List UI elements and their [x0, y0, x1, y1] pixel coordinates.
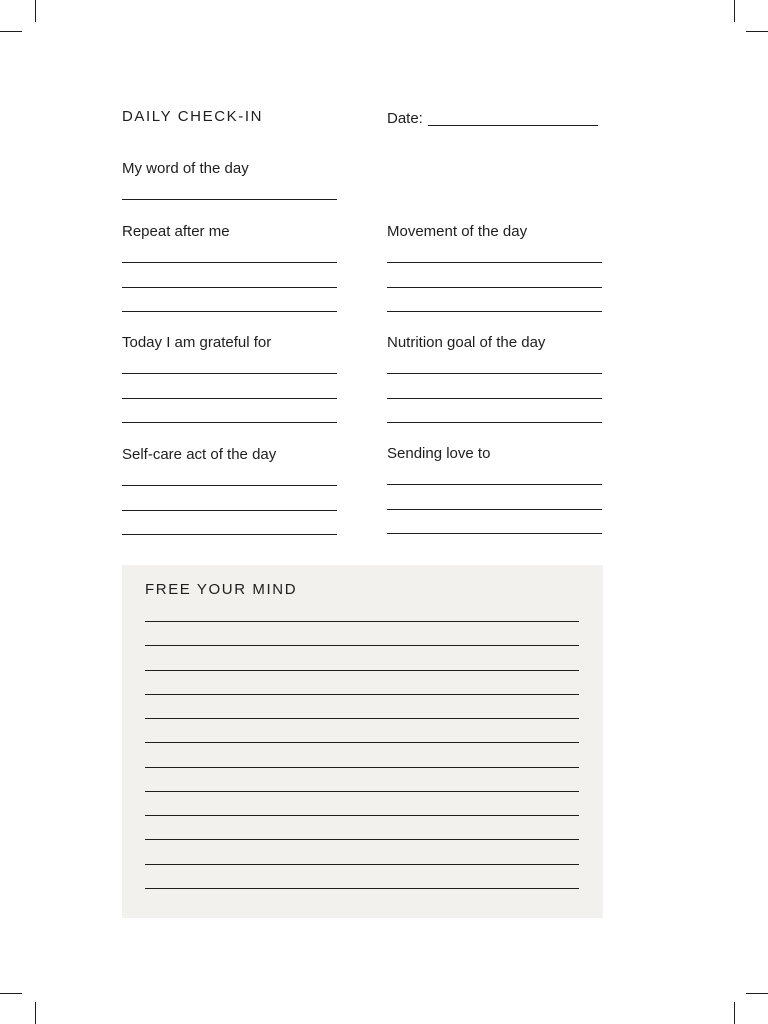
free-your-mind-title: FREE YOUR MIND: [145, 581, 298, 598]
section-movement: [387, 223, 602, 312]
section-label: Self-care act of the day: [122, 446, 277, 463]
section-self-care: [122, 446, 337, 535]
writing-line[interactable]: [387, 374, 602, 399]
free-your-mind-box: [122, 565, 603, 918]
crop-mark-bottom-left-vertical: [35, 1002, 36, 1024]
writing-line[interactable]: [387, 263, 602, 288]
section-label: Repeat after me: [122, 223, 230, 240]
section-word-of-day: [122, 160, 337, 200]
writing-line[interactable]: [387, 366, 602, 374]
crop-mark-bottom-left-horizontal: [0, 993, 22, 994]
crop-mark-top-right-vertical: [734, 0, 735, 22]
writing-line[interactable]: [122, 288, 337, 313]
writing-line[interactable]: [387, 477, 602, 485]
free-writing-line[interactable]: [145, 768, 579, 792]
crop-mark-bottom-right-vertical: [734, 1002, 735, 1024]
writing-line[interactable]: [122, 486, 337, 511]
writing-line[interactable]: [387, 288, 602, 313]
free-writing-line[interactable]: [145, 622, 579, 646]
section-sending-love: [387, 445, 602, 534]
section-label: Today I am grateful for: [122, 334, 272, 351]
crop-mark-bottom-right-horizontal: [746, 993, 768, 994]
free-writing-line[interactable]: [145, 792, 579, 816]
date-label: Date:: [387, 110, 423, 127]
crop-mark-top-left-horizontal: [0, 31, 22, 32]
free-writing-line[interactable]: [145, 646, 579, 670]
writing-line[interactable]: [122, 374, 337, 399]
writing-line[interactable]: [122, 255, 337, 263]
free-writing-line[interactable]: [145, 816, 579, 840]
free-writing-line[interactable]: [145, 865, 579, 889]
section-label: My word of the day: [122, 160, 249, 177]
section-label: Sending love to: [387, 445, 491, 462]
writing-line[interactable]: [122, 511, 337, 536]
writing-line[interactable]: [387, 510, 602, 535]
writing-line[interactable]: [122, 263, 337, 288]
free-writing-line[interactable]: [145, 719, 579, 743]
crop-mark-top-left-vertical: [35, 0, 36, 22]
writing-line[interactable]: [387, 485, 602, 510]
section-label: Nutrition goal of the day: [387, 334, 546, 351]
crop-mark-top-right-horizontal: [746, 31, 768, 32]
writing-line[interactable]: [122, 478, 337, 486]
writing-line[interactable]: [387, 399, 602, 424]
free-writing-line[interactable]: [145, 671, 579, 695]
free-your-mind-lines: [145, 621, 579, 889]
section-repeat-after-me: [122, 223, 337, 312]
page-title: DAILY CHECK-IN: [122, 108, 264, 125]
date-field-line[interactable]: [428, 125, 598, 126]
free-writing-line[interactable]: [145, 840, 579, 864]
free-writing-line[interactable]: [145, 743, 579, 767]
writing-line[interactable]: [387, 255, 602, 263]
writing-line[interactable]: [122, 366, 337, 374]
writing-line[interactable]: [122, 399, 337, 424]
section-label: Movement of the day: [387, 223, 528, 240]
section-grateful: [122, 334, 337, 423]
writing-line[interactable]: [122, 192, 337, 200]
free-writing-line[interactable]: [145, 695, 579, 719]
section-nutrition: [387, 334, 602, 423]
